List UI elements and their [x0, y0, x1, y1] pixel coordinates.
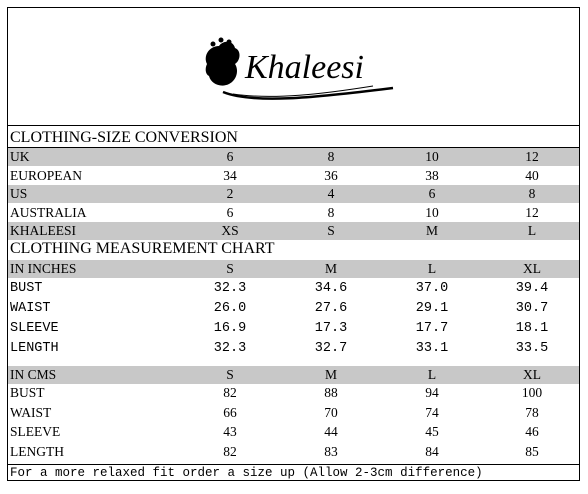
cms-row — [8, 443, 579, 461]
row-value: XL — [523, 261, 541, 276]
conversion-row — [8, 167, 579, 185]
row-value: XL — [523, 367, 541, 382]
row-label: SLEEVE — [10, 321, 59, 336]
row-value: 17.7 — [415, 321, 449, 336]
khaleesi-logo — [193, 34, 413, 104]
row-value: 83 — [324, 443, 338, 459]
cms-header-row — [8, 366, 579, 384]
row-value: XS — [221, 223, 239, 238]
row-label: SLEEVE — [10, 424, 61, 439]
row-value: M — [324, 367, 337, 382]
row-label: US — [10, 186, 28, 201]
row-value: S — [327, 223, 335, 238]
row-value: 85 — [525, 443, 539, 459]
row-value: 45 — [425, 424, 439, 439]
row-label: LENGTH — [10, 443, 64, 459]
row-value: 6 — [226, 149, 234, 164]
row-value: 8 — [327, 204, 335, 220]
conversion-row — [8, 148, 579, 166]
conversion-row — [8, 185, 579, 203]
row-label: LENGTH — [10, 341, 59, 356]
row-label: AUSTRALIA — [10, 204, 87, 220]
row-value: 82 — [223, 443, 237, 459]
row-value: 88 — [324, 385, 338, 400]
inches-row — [8, 300, 579, 318]
row-value: 46 — [525, 424, 539, 439]
row-label: KHALEESI — [10, 223, 76, 238]
cms-row — [8, 423, 579, 441]
row-value: 37.0 — [415, 281, 449, 296]
row-value: 10 — [425, 149, 439, 164]
inches-row — [8, 320, 579, 338]
row-label: BUST — [10, 281, 43, 296]
row-label: UK — [10, 149, 30, 164]
row-label: BUST — [10, 385, 45, 400]
row-value: 36 — [324, 167, 338, 183]
row-value: S — [226, 261, 234, 276]
row-value: 10 — [425, 204, 439, 220]
row-label: WAIST — [10, 404, 52, 420]
row-value: 2 — [226, 186, 234, 201]
row-value: 6 — [226, 204, 234, 220]
row-value: 32.3 — [213, 341, 247, 356]
row-value: S — [226, 367, 234, 382]
row-value: L — [427, 261, 437, 276]
row-value: 33.5 — [515, 341, 549, 356]
inches-header-row — [8, 260, 579, 278]
conversion-row — [8, 222, 579, 240]
conversion-row — [8, 204, 579, 222]
row-value: L — [527, 223, 537, 238]
row-value: 32.7 — [314, 341, 348, 356]
row-value: 78 — [525, 404, 539, 420]
row-value: 74 — [425, 404, 439, 420]
row-value: 4 — [327, 186, 335, 201]
row-value: 40 — [525, 167, 539, 183]
row-label: IN CMS — [10, 367, 57, 382]
row-value: 27.6 — [314, 301, 348, 316]
row-value: 43 — [223, 424, 237, 439]
row-value: L — [427, 367, 437, 382]
row-value: 70 — [324, 404, 338, 420]
row-label: WAIST — [10, 301, 51, 316]
row-value: 84 — [425, 443, 439, 459]
row-value: 34 — [223, 167, 237, 183]
logo-area — [8, 8, 579, 126]
row-value: M — [324, 261, 337, 276]
row-value: 30.7 — [515, 301, 549, 316]
row-value: 17.3 — [314, 321, 348, 336]
inches-row — [8, 340, 579, 358]
row-value: 12 — [525, 149, 539, 164]
row-value: 29.1 — [415, 301, 449, 316]
row-value: 16.9 — [213, 321, 247, 336]
row-value: 18.1 — [515, 321, 549, 336]
measurement-title: CLOTHING MEASUREMENT CHART — [10, 240, 275, 257]
fit-note: For a more relaxed fit order a size up (Allow 2-3cm difference) — [8, 464, 579, 480]
row-value: 8 — [327, 149, 335, 164]
logo-wordmark: Khaleesi — [245, 49, 364, 86]
size-chart-sheet — [7, 7, 580, 481]
row-value: 6 — [428, 186, 436, 201]
row-value: 26.0 — [213, 301, 247, 316]
row-value: 34.6 — [314, 281, 348, 296]
cms-row — [8, 404, 579, 422]
conversion-title: CLOTHING-SIZE CONVERSION — [10, 129, 238, 146]
row-value: 66 — [223, 404, 237, 420]
row-label: IN INCHES — [10, 261, 77, 276]
row-value: 94 — [425, 385, 439, 400]
row-value: 33.1 — [415, 341, 449, 356]
row-value: M — [425, 223, 438, 238]
row-value: 8 — [528, 186, 536, 201]
row-value: 38 — [425, 167, 439, 183]
row-label: EUROPEAN — [10, 167, 83, 183]
row-value: 39.4 — [515, 281, 549, 296]
row-value: 82 — [223, 385, 237, 400]
row-value: 100 — [521, 385, 543, 400]
inches-row — [8, 280, 579, 298]
row-value: 32.3 — [213, 281, 247, 296]
row-value: 12 — [525, 204, 539, 220]
cms-row — [8, 384, 579, 402]
row-value: 44 — [324, 424, 338, 439]
